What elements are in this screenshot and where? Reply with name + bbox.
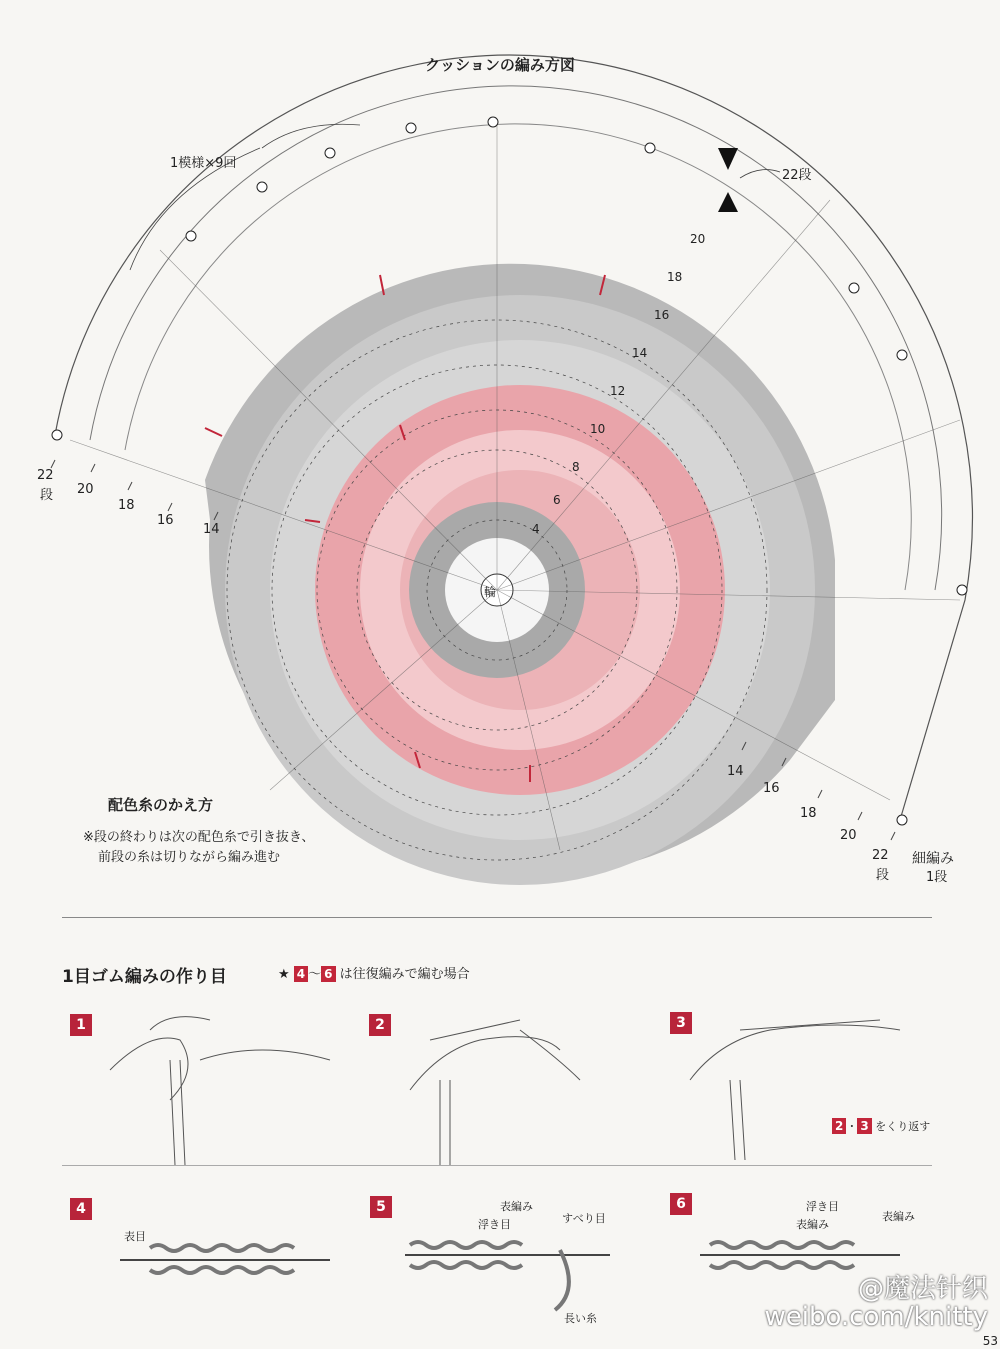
step4-label-omote: 表目: [124, 1230, 146, 1243]
repeat-note-text: をくり返す: [875, 1120, 931, 1133]
step5-label-suberime: すべり目: [562, 1212, 606, 1225]
rib-section-note: [278, 963, 470, 982]
step-6-badge: 6: [670, 1193, 692, 1215]
bottom-row-22: 22: [872, 848, 889, 863]
left-row-18: 18: [118, 498, 135, 513]
inner-row-10: 10: [590, 422, 606, 436]
step2-illustration: [410, 1020, 580, 1165]
step5-label-nagaiito: 長い糸: [564, 1312, 597, 1325]
center-label: 輪: [484, 585, 497, 599]
inner-row-6: 6: [553, 493, 561, 507]
section-divider: [62, 917, 932, 918]
inner-row-18: 18: [667, 270, 683, 284]
step-4-badge: 4: [70, 1198, 92, 1220]
step5-illustration: [405, 1242, 610, 1310]
bottom-row-dan: 段: [876, 868, 890, 883]
step-1-badge: 1: [70, 1014, 92, 1036]
dot: ・: [846, 1120, 858, 1133]
repeat-note: [832, 1118, 930, 1134]
badge-4: 4: [294, 966, 308, 982]
inner-row-12: 12: [610, 384, 626, 398]
step6-label-omoteami-1: 表編み: [796, 1218, 829, 1231]
step-2-badge: 2: [369, 1014, 391, 1036]
left-row-22: 22: [37, 468, 54, 483]
step6-illustration: [700, 1242, 900, 1268]
step3-illustration: [690, 1020, 900, 1160]
step4-illustration: [120, 1245, 330, 1273]
badge-3: 3: [857, 1118, 871, 1134]
inner-row-20: 20: [690, 232, 706, 246]
step5-label-omoteami: 表編み: [500, 1200, 533, 1213]
step6-label-ukime: 浮き目: [806, 1200, 839, 1213]
tilde: ～: [308, 967, 322, 982]
rib-note-text: は往復編みで編む場合: [339, 967, 470, 982]
repeat-label: 1模様×9回: [170, 156, 237, 171]
inner-row-16: 16: [654, 308, 670, 322]
bottom-row-20: 20: [840, 828, 857, 843]
left-row-20: 20: [77, 482, 94, 497]
page-number: 53: [982, 1334, 998, 1348]
watermark-url: weibo.com/knitty: [764, 1302, 988, 1332]
star-icon: ★: [278, 967, 290, 982]
sc-label: 細編み: [912, 851, 954, 867]
step-divider: [62, 1165, 932, 1166]
inner-row-4: 4: [532, 522, 540, 536]
step-5-badge: 5: [370, 1196, 392, 1218]
step1-illustration: [110, 1017, 330, 1165]
diagram-title: クッションの編み方図: [425, 56, 575, 74]
row-22-top: 22段: [782, 168, 812, 183]
step5-label-ukime: 浮き目: [478, 1218, 511, 1231]
sc-rows: 1段: [926, 870, 948, 885]
inner-row-14: 14: [632, 346, 648, 360]
step-3-badge: 3: [670, 1012, 692, 1034]
left-row-14: 14: [203, 522, 220, 537]
color-change-note-2: 前段の糸は切りながら編み進む: [98, 850, 281, 865]
bottom-row-18: 18: [800, 806, 817, 821]
color-change-heading: 配色糸のかえ方: [108, 796, 214, 814]
badge-2: 2: [832, 1118, 846, 1134]
left-row-dan: 段: [40, 488, 54, 503]
rib-section-title: 1目ゴム編みの作り目: [62, 967, 227, 987]
left-row-16: 16: [157, 513, 174, 528]
bottom-row-14: 14: [727, 764, 744, 779]
watermark-handle: @魔法针织: [857, 1274, 988, 1304]
badge-6: 6: [321, 966, 335, 982]
color-change-note-1: ※段の終わりは次の配色糸で引き抜き、: [83, 830, 315, 845]
step6-label-omoteami-2: 表編み: [882, 1210, 915, 1223]
inner-row-8: 8: [572, 460, 580, 474]
bottom-row-16: 16: [763, 781, 780, 796]
